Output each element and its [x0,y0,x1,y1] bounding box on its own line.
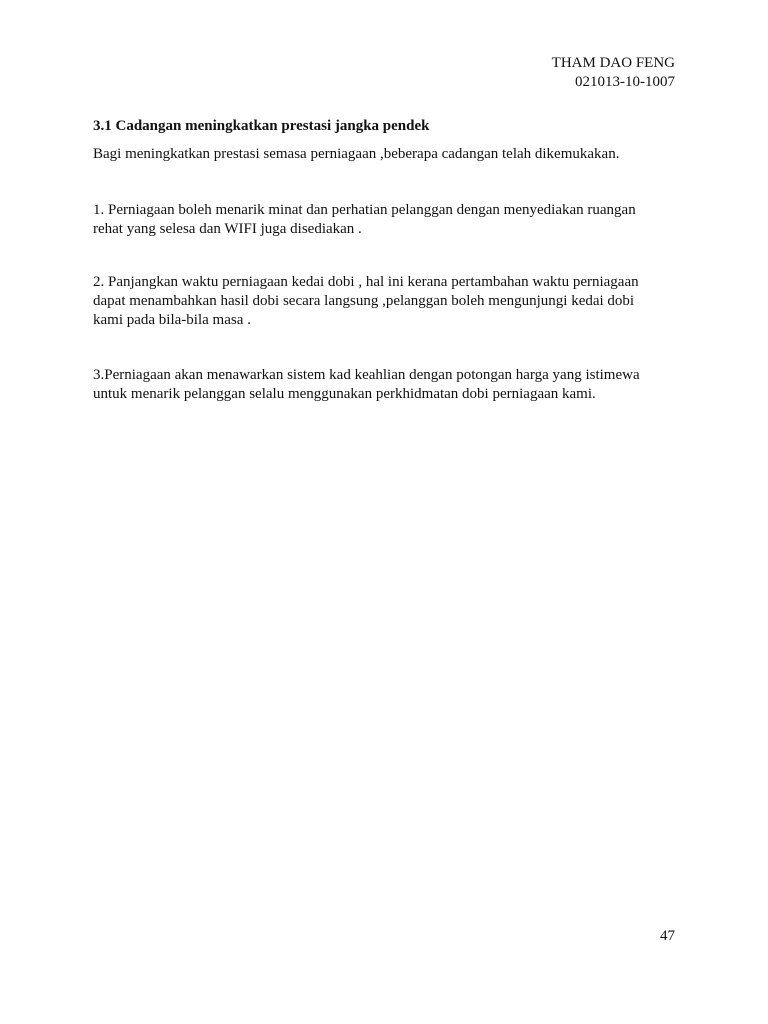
author-name: THAM DAO FENG [551,55,675,71]
suggestion-paragraph-1 [93,201,673,239]
suggestion-paragraph-2 [93,273,673,330]
section-intro: Bagi meningkatkan prestasi semasa perniagaan ,beberapa cadangan telah dikemukakan. [93,146,620,162]
page-number: 47 [660,928,675,944]
author-id-number: 021013-10-1007 [575,74,675,90]
paragraph-line: dapat menambahkan hasil dobi secara langsung ,pelanggan boleh mengunjungi kedai dobi [93,293,635,309]
paragraph-line: kami pada bila-bila masa . [93,312,251,328]
paragraph-line: 2. Panjangkan waktu perniagaan kedai dobi , hal ini kerana pertambahan waktu perniagaan [93,274,639,290]
section-title: 3.1 Cadangan meningkatkan prestasi jangka pendek [93,118,430,134]
author-header [552,54,675,92]
paragraph-line: 1. Perniagaan boleh menarik minat dan perhatian pelanggan dengan menyediakan ruangan [93,202,636,218]
paragraph-line: untuk menarik pelanggan selalu menggunakan perkhidmatan dobi perniagaan kami. [93,386,596,402]
paragraph-line: 3.Perniagaan akan menawarkan sistem kad keahlian dengan potongan harga yang istimewa [93,367,640,383]
suggestion-paragraph-3 [93,366,673,404]
paragraph-line: rehat yang selesa dan WIFI juga disediakan . [93,221,362,237]
